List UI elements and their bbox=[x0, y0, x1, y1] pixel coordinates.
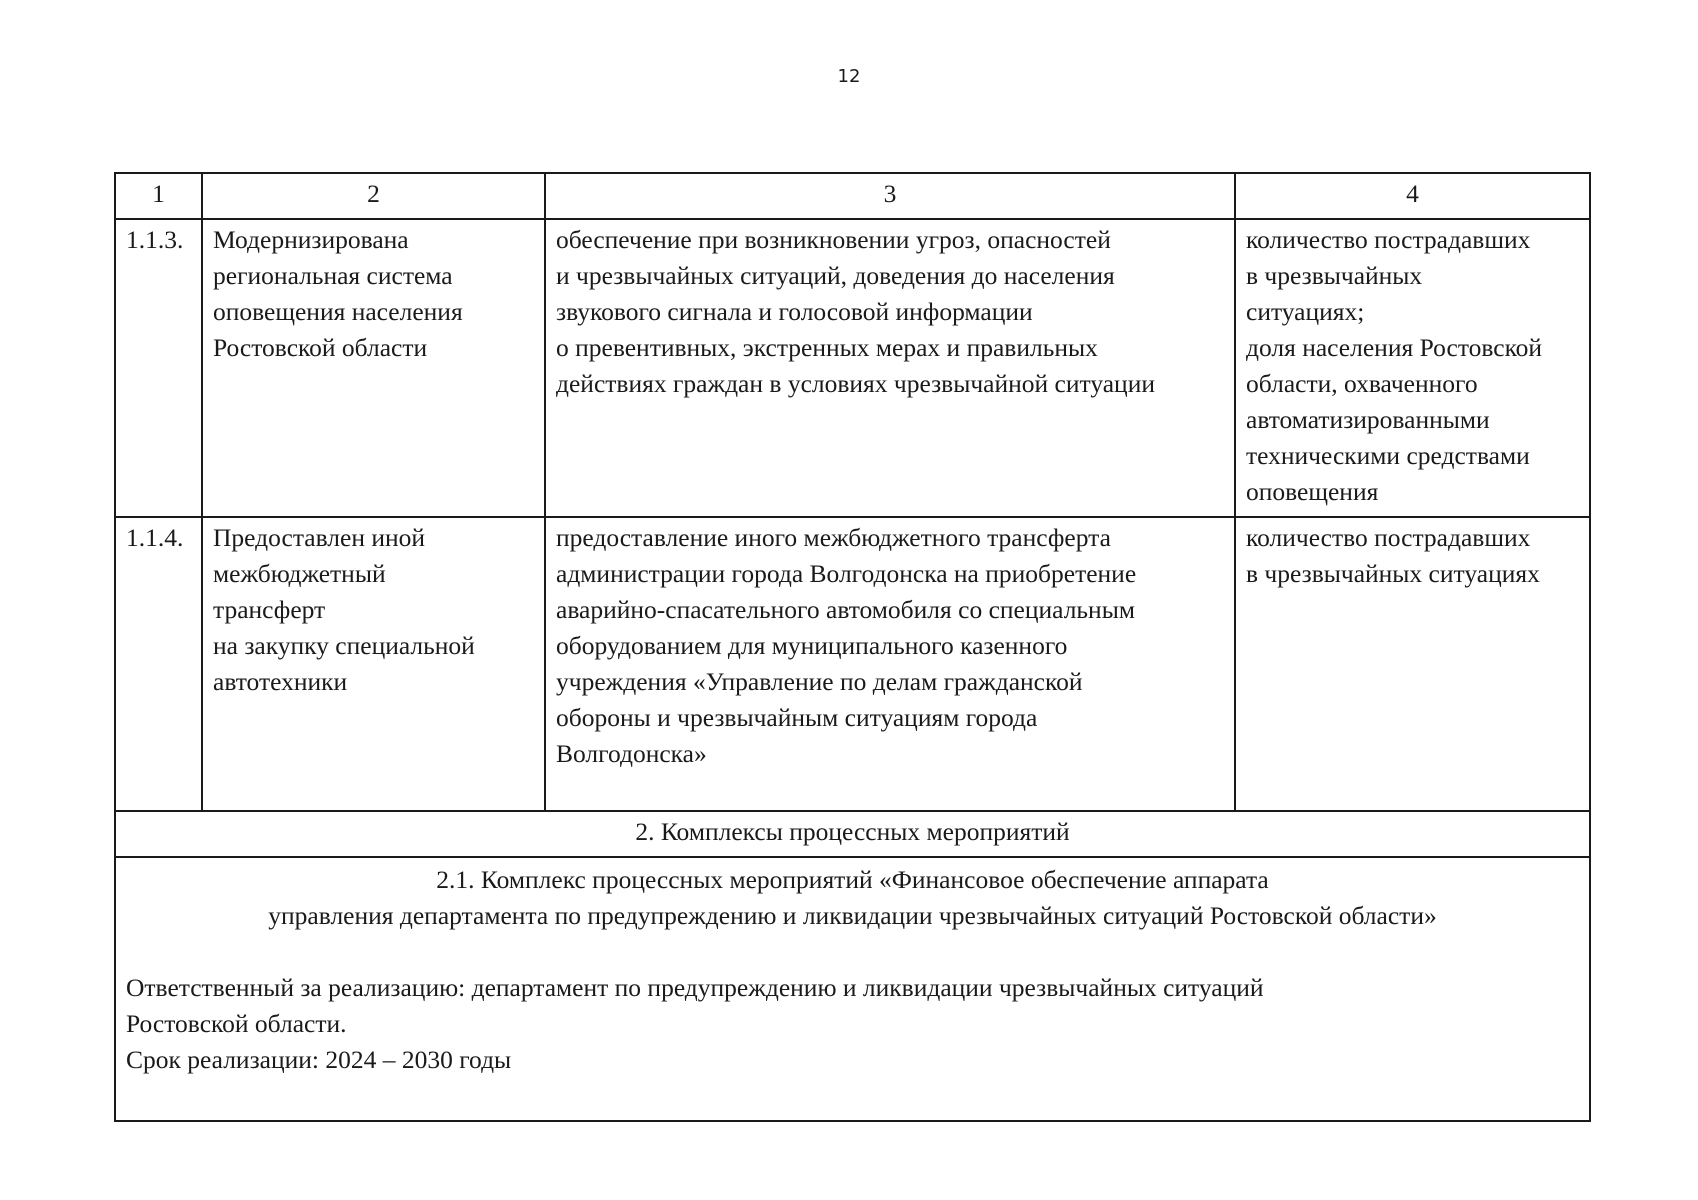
text-line: учреждения «Управление по делам гражданской bbox=[556, 667, 1083, 696]
complex-row bbox=[115, 857, 1590, 1121]
header-cell-3: 3 bbox=[545, 173, 1235, 219]
complex-term: Срок реализации: 2024 – 2030 годы bbox=[126, 1045, 512, 1074]
text-line: доля населения Ростовской bbox=[1246, 333, 1543, 362]
measures-table bbox=[114, 172, 1591, 1122]
text-line: действиях граждан в условиях чрезвычайной ситуации bbox=[556, 369, 1156, 398]
text-line: предоставление иного межбюджетного трансферта bbox=[556, 523, 1111, 552]
text-line: оповещения населения bbox=[213, 297, 463, 326]
text-line: области, охваченного bbox=[1246, 369, 1478, 398]
text-line: оповещения bbox=[1246, 477, 1379, 506]
text-line: Предоставлен иной bbox=[213, 523, 426, 552]
text-line: аварийно-спасательного автомобиля со специальным bbox=[556, 595, 1135, 624]
row-number: 1.1.4. bbox=[115, 517, 202, 811]
description-cell bbox=[545, 517, 1235, 811]
header-cell-4: 4 bbox=[1235, 173, 1590, 219]
result-cell bbox=[202, 219, 545, 517]
text-line: и чрезвычайных ситуаций, доведения до населения bbox=[556, 261, 1115, 290]
text-line: оборудованием для муниципального казенного bbox=[556, 631, 1068, 660]
section-row bbox=[115, 811, 1590, 857]
description-cell bbox=[545, 219, 1235, 517]
text-line: звукового сигнала и голосовой информации bbox=[556, 297, 1033, 326]
result-cell bbox=[202, 517, 545, 811]
text-line: обороны и чрезвычайным ситуациям города bbox=[556, 703, 1038, 732]
text-line: Волгодонска» bbox=[556, 739, 707, 768]
page-number: 12 bbox=[837, 66, 861, 87]
text-line: ситуациях; bbox=[1246, 297, 1365, 326]
table-row bbox=[115, 219, 1590, 517]
complex-title bbox=[126, 862, 1579, 934]
text-line: трансферт bbox=[213, 595, 326, 624]
header-cell-1: 1 bbox=[115, 173, 202, 219]
complex-cell bbox=[115, 857, 1590, 1121]
indicator-cell bbox=[1235, 219, 1590, 517]
indicator-cell bbox=[1235, 517, 1590, 811]
table-header-row bbox=[115, 173, 1590, 219]
text-line: Ростовской области bbox=[213, 333, 428, 362]
text-line: на закупку специальной bbox=[213, 631, 475, 660]
text-line: Модернизирована bbox=[213, 225, 409, 254]
text-line: управления департамента по предупреждению и ликвидации чрезвычайных ситуаций Ростовской области» bbox=[268, 901, 1437, 930]
text-line: региональная система bbox=[213, 261, 453, 290]
complex-responsible bbox=[126, 970, 1579, 1042]
text-line: количество пострадавших bbox=[1246, 523, 1531, 552]
text-line: количество пострадавших bbox=[1246, 225, 1531, 254]
text-line: автоматизированными bbox=[1246, 405, 1490, 434]
table-row bbox=[115, 517, 1590, 811]
text-line: межбюджетный bbox=[213, 559, 386, 588]
text-line: в чрезвычайных bbox=[1246, 261, 1423, 290]
text-line: в чрезвычайных ситуациях bbox=[1246, 559, 1540, 588]
text-line: о превентивных, экстренных мерах и правильных bbox=[556, 333, 1098, 362]
text-line: автотехники bbox=[213, 667, 348, 696]
text-line: администрации города Волгодонска на приобретение bbox=[556, 559, 1137, 588]
text-line: Ростовской области. bbox=[126, 1009, 347, 1038]
text-line: Ответственный за реализацию: департамент по предупреждению и ликвидации чрезвычайных ситуаций bbox=[126, 973, 1264, 1002]
header-cell-2: 2 bbox=[202, 173, 545, 219]
spacer bbox=[126, 934, 1579, 970]
text-line: 2.1. Комплекс процессных мероприятий «Финансовое обеспечение аппарата bbox=[436, 865, 1269, 894]
text-line: обеспечение при возникновении угроз, опасностей bbox=[556, 225, 1111, 254]
row-number: 1.1.3. bbox=[115, 219, 202, 517]
section-title: 2. Комплексы процессных мероприятий bbox=[115, 811, 1590, 857]
text-line: техническими средствами bbox=[1246, 441, 1530, 470]
